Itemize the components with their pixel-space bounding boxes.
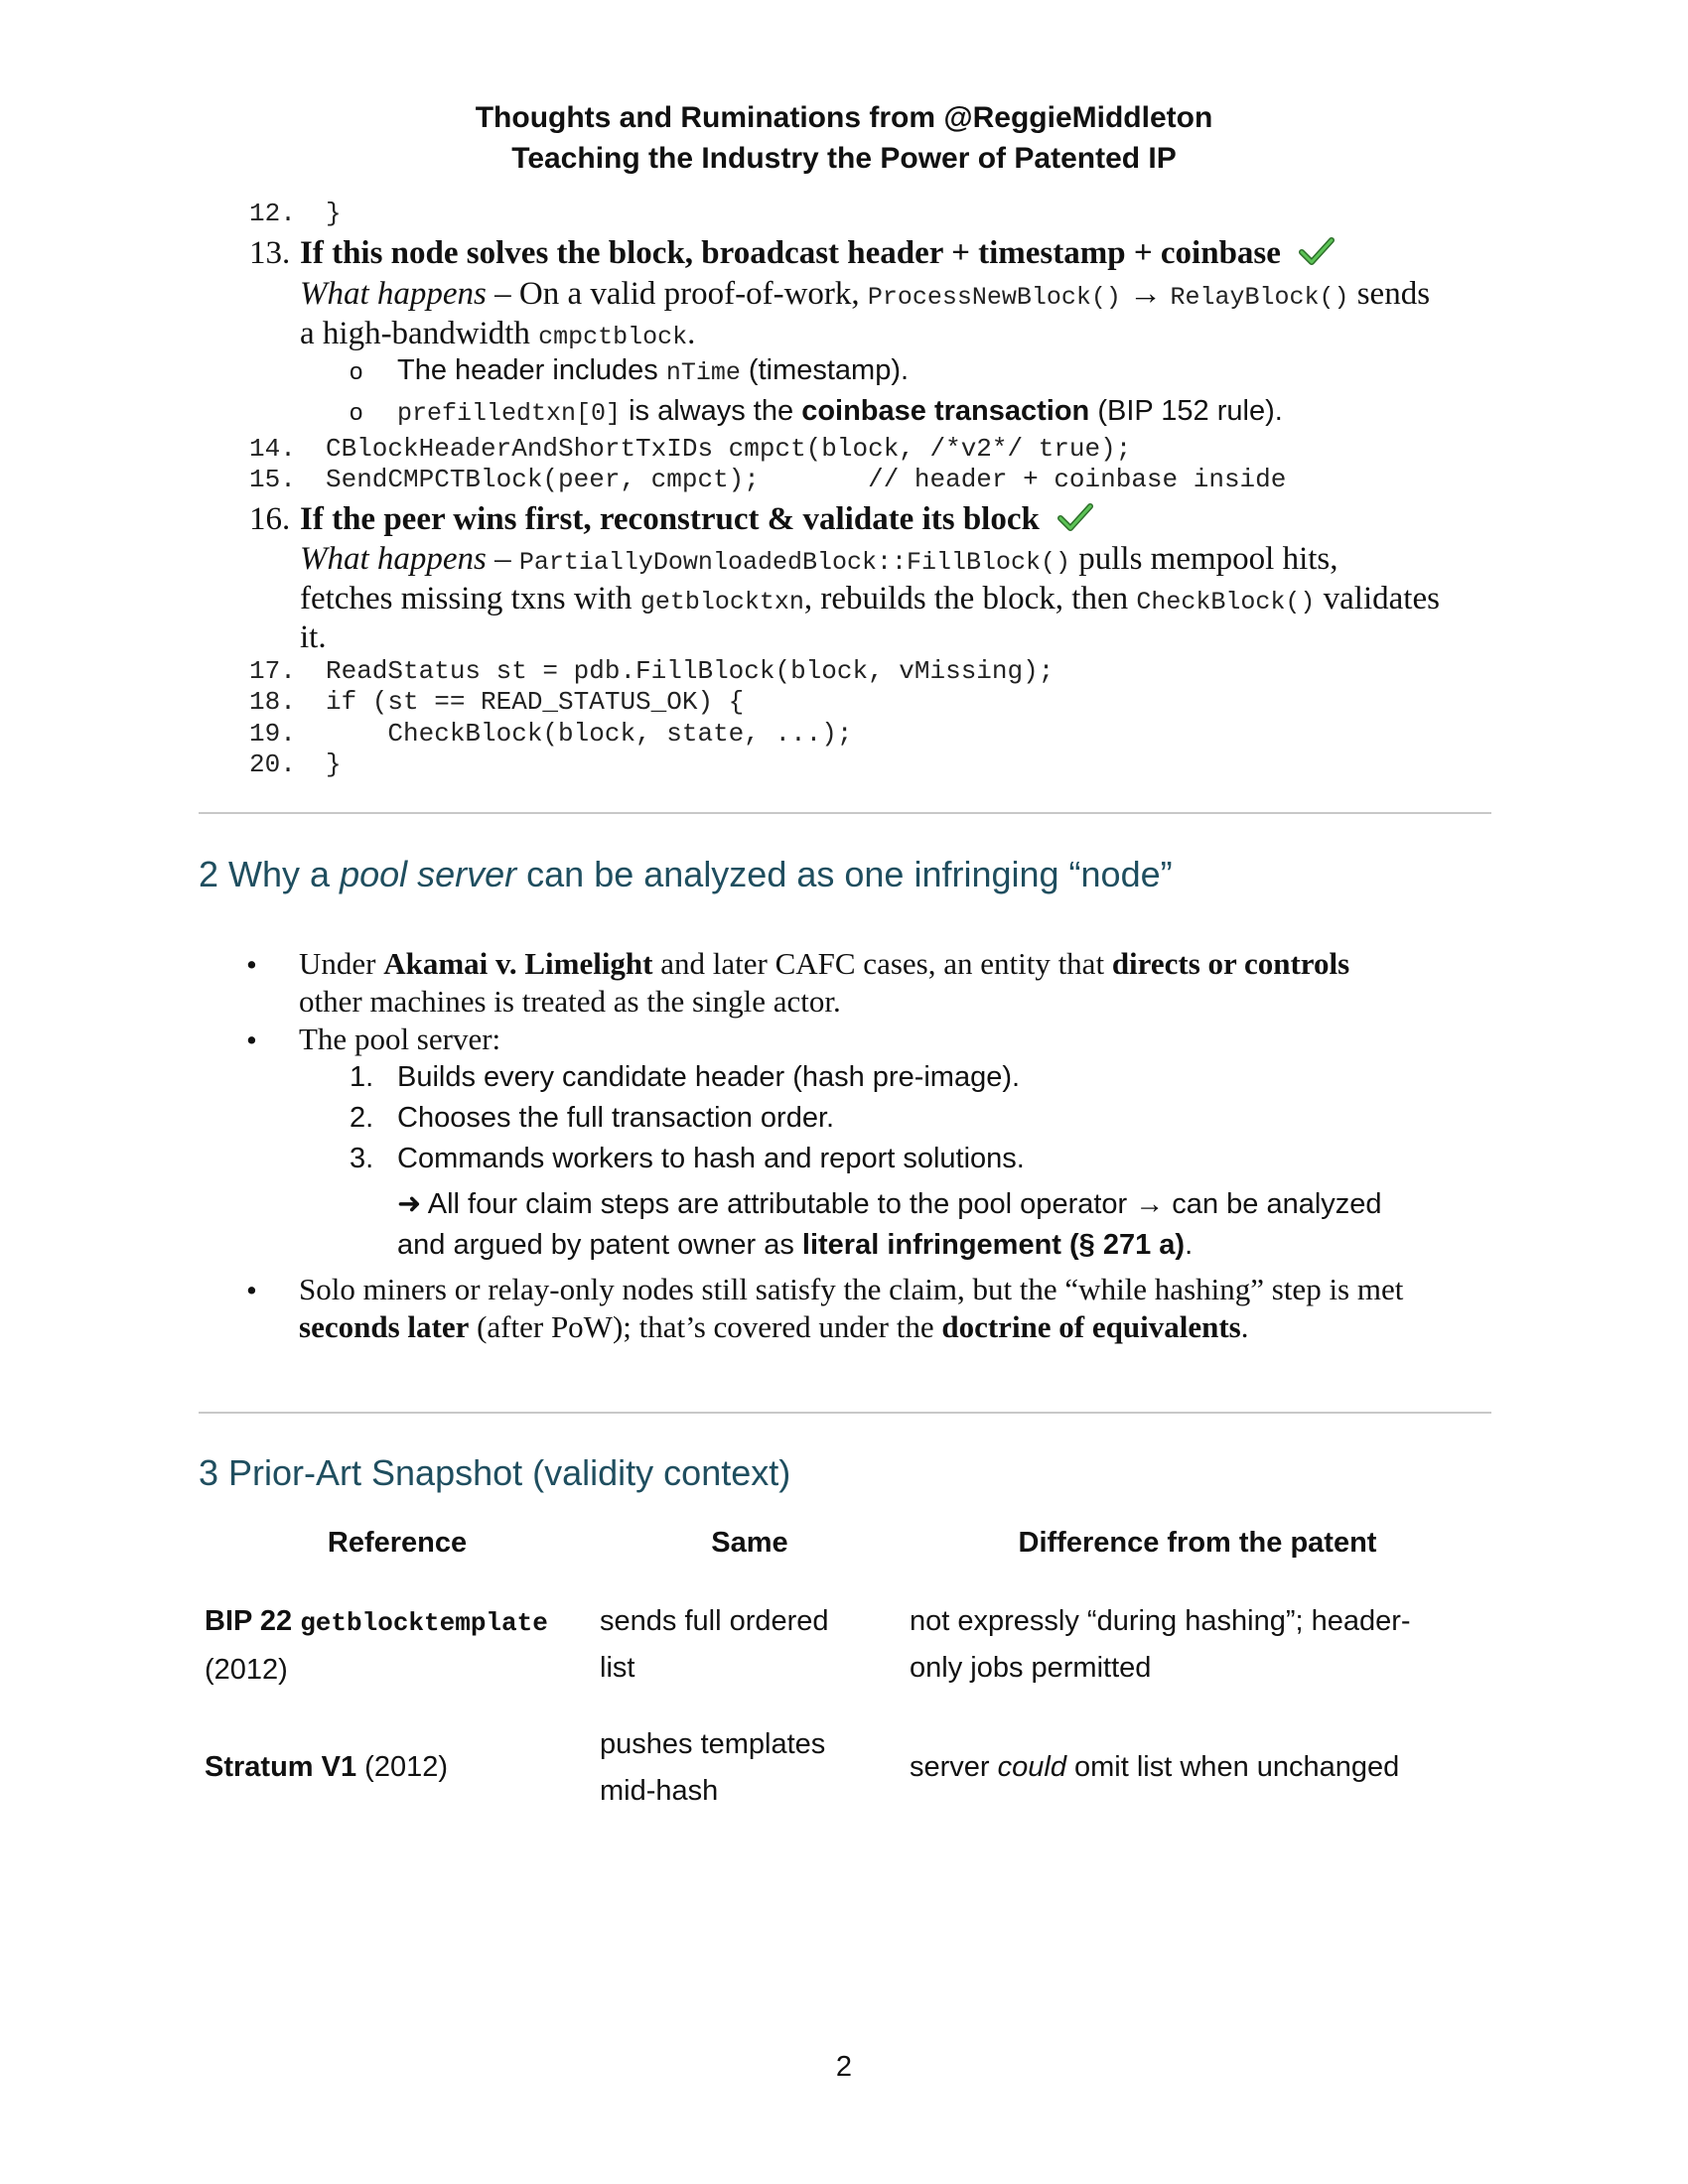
bold-text: coinbase transaction <box>801 395 1090 427</box>
bullet-solo-miners: Solo miners or relay-only nodes still satisfy the claim, but the “while hashing” step is met <box>299 1272 1404 1306</box>
code-line-number: 17. <box>249 656 296 686</box>
text: sends full ordered <box>600 1605 829 1637</box>
text: can be analyzed as one infringing “node” <box>516 854 1173 894</box>
running-header-line1: Thoughts and Ruminations from @ReggieMiddleton <box>475 101 1213 134</box>
code-text: if (st == READ_STATUS_OK) { <box>326 687 745 717</box>
bold-text: BIP 22 <box>205 1605 301 1637</box>
step-number: 16. <box>249 501 291 537</box>
list-text: Chooses the full transaction order. <box>397 1102 835 1134</box>
bold-text: Akamai v. Limelight <box>383 946 653 981</box>
inline-code: CheckBlock() <box>1136 588 1316 616</box>
section-divider <box>199 1412 1491 1414</box>
code-line-number: 20. <box>249 750 296 779</box>
page-number: 2 <box>835 2051 853 2083</box>
text: (timestamp). <box>740 354 910 386</box>
code-line <box>249 656 1054 686</box>
italic-text: could <box>997 1751 1066 1783</box>
bold-text: literal infringement (§ 271 a) <box>801 1229 1186 1261</box>
table-cell-same <box>600 1598 829 1692</box>
italic-text: pool server <box>340 854 517 894</box>
sub-bullet-marker: o <box>350 358 363 385</box>
list-number: 3. <box>350 1143 374 1174</box>
bullet-dot-icon: • <box>246 947 257 982</box>
inline-code: getblocktemplate <box>300 1608 548 1638</box>
text: The header includes <box>397 354 666 386</box>
list-number: 1. <box>350 1061 374 1093</box>
text: – On a valid proof-of-work, <box>486 276 868 312</box>
check-icon <box>1057 502 1093 541</box>
code-line <box>249 687 744 717</box>
inline-code: cmpctblock <box>538 323 688 351</box>
step-number: 13. <box>249 235 291 271</box>
bullet-akamai-cont: other machines is treated as the single actor. <box>299 984 841 1019</box>
table-cell-reference <box>205 1598 548 1694</box>
text: . <box>687 316 696 351</box>
code-text: } <box>326 750 342 779</box>
code-line-number: 18. <box>249 687 296 717</box>
text: a high-bandwidth <box>300 316 539 351</box>
code-line-number: 14. <box>249 434 296 464</box>
table-header-same: Same <box>711 1527 788 1559</box>
text: sends <box>1348 276 1431 312</box>
step-13-heading <box>249 235 1335 275</box>
bullet-akamai <box>299 945 1349 983</box>
text: , rebuilds the block, then <box>803 581 1137 616</box>
check-icon <box>1299 236 1335 275</box>
inline-code: RelayBlock() <box>1170 283 1349 312</box>
inline-code: prefilledtxn[0] <box>397 399 622 428</box>
text: (2012) <box>205 1654 288 1686</box>
text: omit list when unchanged <box>1065 1751 1400 1783</box>
inline-code: nTime <box>665 358 741 387</box>
text: 2 Why a <box>199 854 341 894</box>
what-happens-label: What happens <box>300 541 487 577</box>
step-13-what-happens <box>300 274 1430 318</box>
bold-text: doctrine of equivalents <box>941 1309 1241 1344</box>
table-cell-same <box>600 1721 825 1815</box>
text: and argued by patent owner as <box>397 1229 802 1261</box>
text: pulls mempool hits, <box>1070 541 1338 577</box>
step-16-what-happens-end: it. <box>300 619 327 655</box>
text: (BIP 152 rule). <box>1089 395 1283 427</box>
section-3-heading: 3 Prior-Art Snapshot (validity context) <box>199 1452 791 1493</box>
what-happens-label: What happens <box>300 276 487 312</box>
code-text: CheckBlock(block, state, ...); <box>326 719 853 749</box>
text: validates <box>1315 581 1440 616</box>
text: (after PoW); that’s covered under the <box>469 1309 942 1344</box>
text: → <box>1120 276 1171 312</box>
text: list <box>600 1652 635 1684</box>
bold-text: directs or controls <box>1111 946 1350 981</box>
step-16-what-happens-cont <box>300 579 1440 622</box>
list-number: 2. <box>350 1102 374 1134</box>
arrow-conclusion-cont <box>397 1225 1193 1266</box>
table-header-reference: Reference <box>327 1527 468 1559</box>
running-header-line2: Teaching the Industry the Power of Patented IP <box>511 142 1177 175</box>
text: not expressly “during hashing”; header- <box>910 1605 1411 1637</box>
table-cell-difference <box>910 1744 1399 1791</box>
section-2-heading <box>199 854 1173 895</box>
text: Under <box>299 946 384 981</box>
code-text: } <box>326 199 342 228</box>
text: – <box>486 541 519 577</box>
code-line <box>249 434 1131 464</box>
text: only jobs permitted <box>910 1652 1152 1684</box>
code-line-number: 12. <box>249 199 296 228</box>
text: . <box>1185 1229 1194 1261</box>
step-title: If the peer wins first, reconstruct & validate its block <box>300 501 1040 537</box>
bullet-dot-icon: • <box>246 1023 257 1057</box>
step-title: If this node solves the block, broadcast header + timestamp + coinbase <box>300 235 1281 271</box>
step-16-what-happens <box>300 539 1338 583</box>
code-text: SendCMPCTBlock(peer, cmpct); // header + coinbase inside <box>326 465 1287 494</box>
table-cell-difference <box>910 1598 1411 1692</box>
code-line <box>249 199 342 228</box>
text: server <box>910 1751 998 1783</box>
code-line <box>249 465 1286 494</box>
text: pushes templates <box>600 1728 826 1760</box>
inline-code: PartiallyDownloadedBlock::FillBlock() <box>518 548 1070 577</box>
bold-text: Stratum V1 <box>205 1751 357 1783</box>
list-text: Commands workers to hash and report solutions. <box>397 1143 1025 1174</box>
section-divider <box>199 812 1491 814</box>
step-13-what-happens-cont <box>300 314 695 357</box>
text: and later CAFC cases, an entity that <box>652 946 1112 981</box>
code-line <box>249 750 342 779</box>
text: mid-hash <box>600 1775 719 1807</box>
text: is always the <box>621 395 802 427</box>
text: fetches missing txns with <box>300 581 640 616</box>
bold-text: seconds later <box>299 1309 470 1344</box>
code-line-number: 19. <box>249 719 296 749</box>
step-16-heading <box>249 501 1093 541</box>
code-text: CBlockHeaderAndShortTxIDs cmpct(block, /*v2*/ true); <box>326 434 1132 464</box>
bullet-solo-miners-cont <box>299 1308 1248 1346</box>
sub-bullet-marker: o <box>350 399 363 426</box>
list-text: Builds every candidate header (hash pre-image). <box>397 1061 1021 1093</box>
arrow-conclusion: ➜ All four claim steps are attributable to the pool operator → can be analyzed <box>397 1188 1382 1220</box>
table-cell-reference <box>205 1744 448 1791</box>
table-header-difference: Difference from the patent <box>1018 1527 1377 1559</box>
code-text: ReadStatus st = pdb.FillBlock(block, vMissing); <box>326 656 1055 686</box>
inline-code: ProcessNewBlock() <box>867 283 1121 312</box>
text: . <box>1240 1309 1249 1344</box>
code-line-number: 15. <box>249 465 296 494</box>
bullet-pool-server: The pool server: <box>299 1022 501 1056</box>
inline-code: getblocktxn <box>639 588 804 616</box>
text: (2012) <box>356 1751 448 1783</box>
bullet-dot-icon: • <box>246 1273 257 1307</box>
code-line <box>249 719 853 749</box>
